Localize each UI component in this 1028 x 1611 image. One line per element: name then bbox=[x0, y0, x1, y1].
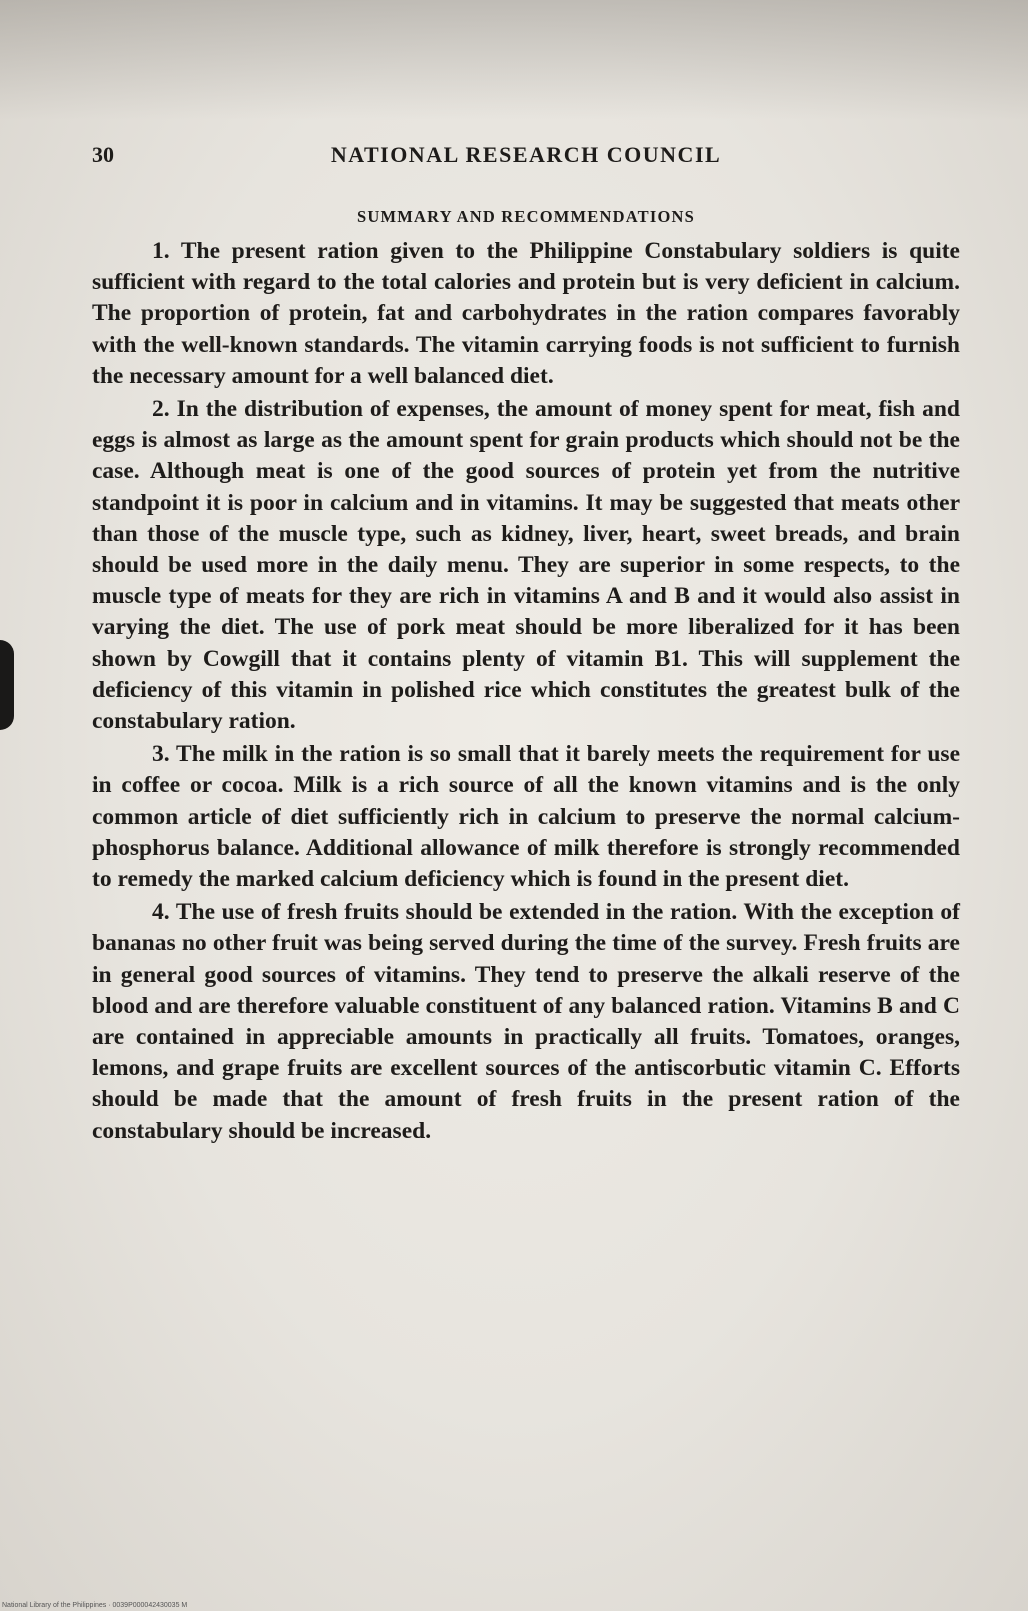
section-title: SUMMARY AND RECOMMENDATIONS bbox=[357, 207, 695, 226]
paragraph-2: 2. In the distribution of expenses, the amount of money spent for meat, fish and eggs is almost as large as the amount spent for grain products which should not be the case. Although meat is one of the good sources of protein yet from the nutritive standpoint it is poor in calcium and in vitamins. It may be suggested that meats other than those of the muscle type, such as kidney, liver, heart, sweet breads, and brain should be used more in the daily menu. They are superior in some respects, to the muscle type of meats for they are rich in vitamins A and B and it would also assist in varying the diet. The use of pork meat should be more liberalized for it has been shown by Cowgill that it contains plenty of vitamin B1. This will supplement the deficiency of this vitamin in polished rice which constitutes the greatest bulk of the constabulary ration. bbox=[92, 396, 960, 735]
paragraph-3: 3. The milk in the ration is so small that it barely meets the requirement for use in coffee or cocoa. Milk is a rich source of all the known vitamins and is the only common article of diet sufficiently rich in calcium to preserve the normal calcium-phosphorus balance. Additional allowance of milk therefore is strongly recommended to remedy the marked calcium deficiency which is found in the present diet. bbox=[92, 741, 960, 893]
body-text bbox=[92, 236, 960, 1149]
paragraph-4: 4. The use of fresh fruits should be extended in the ration. With the exception of bananas no other fruit was being served during the time of the survey. Fresh fruits are in general good sources of vitamins. They tend to preserve the alkali reserve of the blood and are therefore valuable constituent of any balanced ration. Vitamins B and C are contained in appreciable amounts in practically all fruits. Tomatoes, oranges, lemons, and grape fruits are excellent sources of the antiscorbutic vitamin C. Efforts should be made that the amount of fresh fruits in the present ration of the constabulary should be increased. bbox=[92, 899, 960, 1144]
binding-mark bbox=[0, 640, 14, 730]
page-number: 30 bbox=[92, 142, 114, 167]
paragraph-1: 1. The present ration given to the Philippine Constabulary soldiers is quite sufficient with regard to the total calories and protein but is very deficient in calcium. The proportion of protein, fat and carbohydrates in the ration compares favorably with the well-known standards. The vitamin carrying foods is not sufficient to furnish the necessary amount for a well balanced diet. bbox=[92, 238, 960, 389]
page-header bbox=[92, 142, 960, 182]
scan-footer-note: National Library of the Philippines · 0039P000042430035 M bbox=[2, 1602, 188, 1609]
running-head: NATIONAL RESEARCH COUNCIL bbox=[330, 142, 722, 167]
scan-shadow bbox=[0, 0, 1028, 120]
